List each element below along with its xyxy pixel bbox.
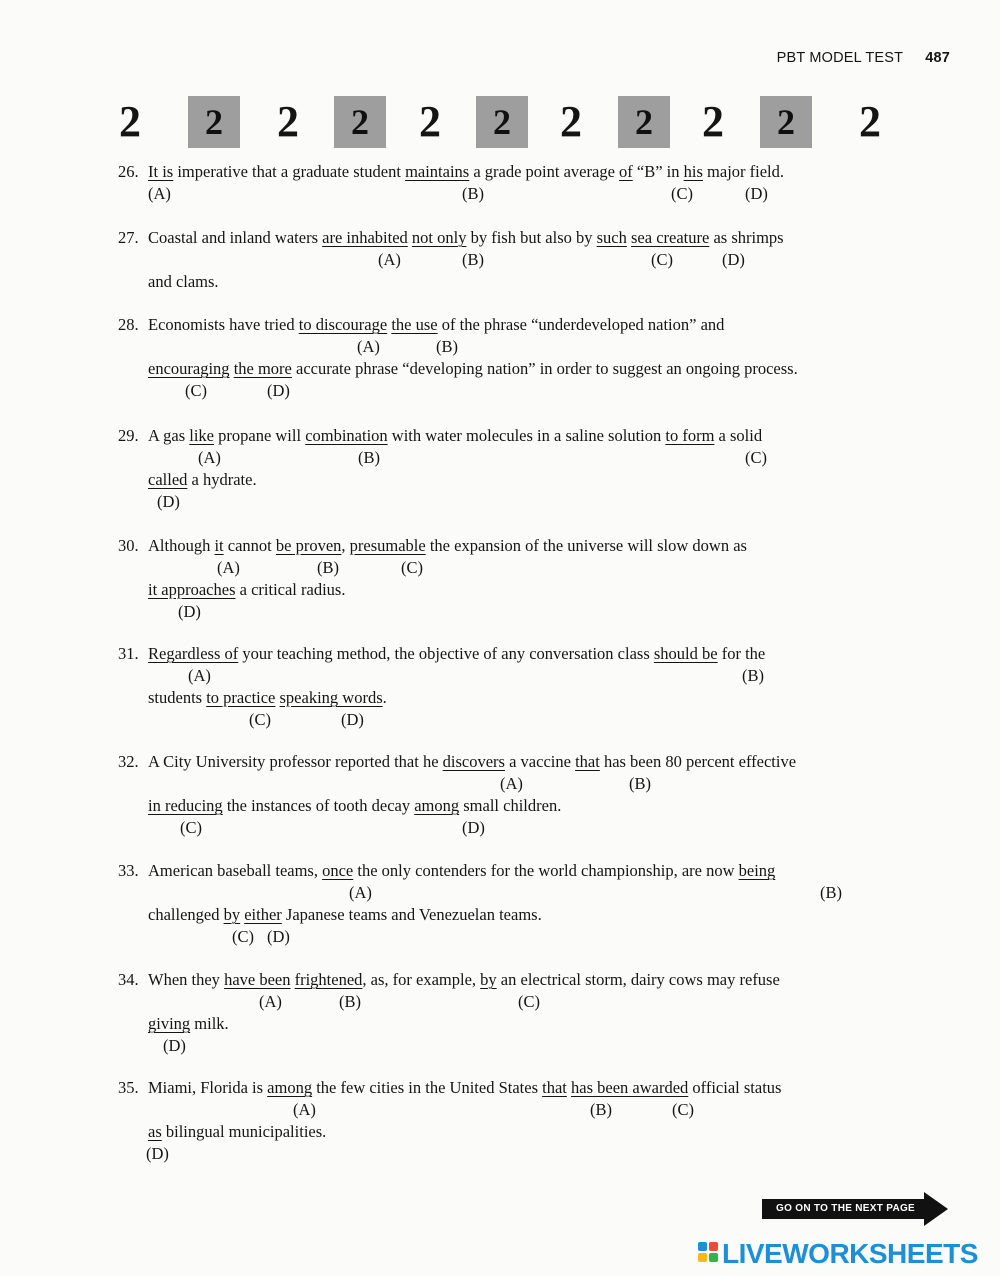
text-segment: Although	[148, 536, 215, 555]
text-segment: by fish but also by	[466, 228, 597, 247]
answer-choice-label: (A)	[349, 883, 372, 902]
underlined-option: by	[480, 970, 497, 989]
underlined-option: by	[223, 905, 241, 924]
answer-choice-label: (A)	[148, 184, 171, 203]
answer-choice-label: (A)	[357, 337, 380, 356]
text-segment: small children.	[459, 796, 562, 815]
answer-choice-label: (D)	[163, 1036, 186, 1055]
text-segment: major field.	[702, 162, 785, 181]
question-text	[148, 1122, 326, 1142]
answer-choice-label: (C)	[401, 558, 423, 577]
question-text	[148, 228, 784, 248]
question-text	[148, 162, 784, 182]
underlined-option: called	[148, 470, 188, 489]
question-text	[148, 688, 387, 708]
underlined-option: of	[619, 162, 633, 181]
text-segment: a critical radius.	[235, 580, 346, 599]
section-banner	[112, 96, 888, 148]
text-segment: Miami, Florida is	[148, 1078, 268, 1097]
answer-choice-label: (D)	[745, 184, 768, 203]
section-number: 2	[119, 97, 141, 146]
section-number: 2	[476, 96, 528, 148]
underlined-option: discovers	[442, 752, 505, 771]
answer-choice-label: (D)	[462, 818, 485, 837]
text-segment: official status	[688, 1078, 782, 1097]
answer-choice-label: (D)	[267, 381, 290, 400]
arrow-right-icon	[924, 1192, 948, 1226]
answer-choice-label: (B)	[742, 666, 764, 685]
underlined-option: not only	[411, 228, 467, 247]
underlined-option: to practice	[206, 688, 276, 707]
text-segment: American baseball teams,	[148, 861, 323, 880]
section-number: 2	[560, 97, 582, 146]
answer-choice-label: (B)	[629, 774, 651, 793]
text-segment: the instances of tooth decay	[222, 796, 415, 815]
question-text	[148, 272, 219, 292]
text-segment: Coastal and inland waters	[148, 228, 323, 247]
text-segment: accurate phrase “developing nation” in order to suggest an ongoing process.	[291, 359, 798, 378]
question-text	[148, 970, 780, 990]
text-segment: “B” in	[632, 162, 684, 181]
underlined-option: has been awarded	[571, 1078, 689, 1097]
text-segment: A gas	[148, 426, 190, 445]
underlined-option: are inhabited	[322, 228, 408, 247]
underlined-option: the more	[233, 359, 292, 378]
question-number: 30.	[118, 536, 139, 555]
text-segment: as shrimps	[709, 228, 784, 247]
text-segment: a vaccine	[504, 752, 576, 771]
answer-choice-label: (B)	[462, 250, 484, 269]
answer-choice-label: (D)	[341, 710, 364, 729]
underlined-option: to discourage	[298, 315, 388, 334]
section-number: 2	[334, 96, 386, 148]
text-segment: A City University professor reported that he	[148, 752, 443, 771]
question-text	[148, 796, 561, 816]
grid-icon	[698, 1242, 720, 1264]
underlined-option: it	[214, 536, 224, 555]
answer-choice-label: (B)	[462, 184, 484, 203]
text-segment: the expansion of the universe will slow down as	[425, 536, 747, 555]
page-header	[777, 50, 950, 66]
text-segment: students	[148, 688, 207, 707]
text-segment: has been 80 percent effective	[599, 752, 797, 771]
answer-choice-label: (B)	[820, 883, 842, 902]
text-segment: ,	[341, 536, 350, 555]
underlined-option: as	[148, 1122, 162, 1141]
underlined-option: once	[322, 861, 354, 880]
text-segment: challenged	[148, 905, 224, 924]
section-number: 2	[702, 97, 724, 146]
underlined-option: giving	[148, 1014, 191, 1033]
question-text	[148, 359, 798, 379]
text-segment: a grade point average	[469, 162, 620, 181]
underlined-option: speaking words	[279, 688, 383, 707]
question-number: 27.	[118, 228, 139, 247]
question-number: 29.	[118, 426, 139, 445]
underlined-option: sea creature	[631, 228, 710, 247]
underlined-option: the use	[391, 315, 438, 334]
answer-choice-label: (B)	[317, 558, 339, 577]
answer-choice-label: (B)	[590, 1100, 612, 1119]
question-number: 28.	[118, 315, 139, 334]
question-number: 34.	[118, 970, 139, 989]
question-text	[148, 580, 345, 600]
text-segment: Economists have tried	[148, 315, 299, 334]
answer-choice-label: (A)	[259, 992, 282, 1011]
underlined-option: to form	[665, 426, 715, 445]
question-number: 33.	[118, 861, 139, 880]
underlined-option: frightened	[294, 970, 363, 989]
answer-choice-label: (A)	[378, 250, 401, 269]
question-number: 32.	[118, 752, 139, 771]
question-text	[148, 315, 724, 335]
underlined-option: his	[683, 162, 703, 181]
question-text	[148, 470, 257, 490]
answer-choice-label: (D)	[178, 602, 201, 621]
answer-choice-label: (C)	[232, 927, 254, 946]
page-number: 487	[925, 50, 950, 66]
underlined-option: encouraging	[148, 359, 230, 378]
underlined-option: such	[596, 228, 627, 247]
text-segment: , as, for example,	[362, 970, 481, 989]
underlined-option: presumable	[349, 536, 426, 555]
answer-choice-label: (D)	[146, 1144, 169, 1163]
answer-choice-label: (C)	[745, 448, 767, 467]
underlined-option: It is	[148, 162, 174, 181]
text-segment: and clams.	[148, 272, 219, 291]
underlined-option: that	[575, 752, 600, 771]
answer-choice-label: (D)	[722, 250, 745, 269]
underlined-option: be proven	[275, 536, 342, 555]
text-segment: imperative that a graduate student	[173, 162, 406, 181]
text-segment: propane will	[214, 426, 306, 445]
answer-choice-label: (D)	[157, 492, 180, 511]
text-segment: cannot	[223, 536, 276, 555]
answer-choice-label: (A)	[293, 1100, 316, 1119]
answer-choice-label: (C)	[185, 381, 207, 400]
underlined-option: Regardless of	[148, 644, 239, 663]
next-page-button[interactable]	[762, 1192, 948, 1226]
section-number: 2	[188, 96, 240, 148]
question-text	[148, 861, 775, 881]
underlined-option: it approaches	[148, 580, 236, 599]
answer-choice-label: (B)	[358, 448, 380, 467]
underlined-option: being	[738, 861, 776, 880]
text-segment: Japanese teams and Venezuelan teams.	[281, 905, 542, 924]
answer-choice-label: (C)	[249, 710, 271, 729]
question-text	[148, 1014, 229, 1034]
text-segment: bilingual municipalities.	[161, 1122, 327, 1141]
answer-choice-label: (C)	[651, 250, 673, 269]
underlined-option: that	[542, 1078, 567, 1097]
question-text	[148, 1078, 781, 1098]
text-segment: of the phrase “underdeveloped nation” and	[437, 315, 725, 334]
text-segment: When they	[148, 970, 225, 989]
text-segment: milk.	[190, 1014, 229, 1033]
answer-choice-label: (C)	[180, 818, 202, 837]
answer-choice-label: (A)	[217, 558, 240, 577]
underlined-option: combination	[305, 426, 388, 445]
question-number: 31.	[118, 644, 139, 663]
text-segment: for the	[717, 644, 766, 663]
text-segment: the only contenders for the world championship, are now	[353, 861, 739, 880]
text-segment: your teaching method, the objective of any conversation class	[238, 644, 654, 663]
text-segment: .	[382, 688, 387, 707]
brand-name: LIVEWORKSHEETS	[722, 1238, 978, 1269]
text-segment: a hydrate.	[187, 470, 257, 489]
section-number: 2	[618, 96, 670, 148]
underlined-option: among	[414, 796, 460, 815]
section-number: 2	[277, 97, 299, 146]
answer-choice-label: (D)	[267, 927, 290, 946]
text-segment: the few cities in the United States	[312, 1078, 543, 1097]
question-text	[148, 905, 542, 925]
underlined-option: like	[189, 426, 214, 445]
underlined-option: among	[267, 1078, 313, 1097]
answer-choice-label: (A)	[500, 774, 523, 793]
section-number: 2	[760, 96, 812, 148]
underlined-option: should be	[653, 644, 718, 663]
section-number: 2	[419, 97, 441, 146]
underlined-option: in reducing	[148, 796, 223, 815]
question-text	[148, 426, 762, 446]
text-segment: a solid	[714, 426, 763, 445]
underlined-option: have been	[224, 970, 291, 989]
next-page-label: GO ON TO THE NEXT PAGE	[762, 1199, 928, 1219]
answer-choice-label: (A)	[188, 666, 211, 685]
section-number: 2	[859, 97, 881, 146]
question-text	[148, 536, 747, 556]
answer-choice-label: (C)	[518, 992, 540, 1011]
answer-choice-label: (A)	[198, 448, 221, 467]
page-header-title: PBT MODEL TEST	[776, 50, 904, 66]
question-number: 26.	[118, 162, 139, 181]
question-text	[148, 644, 765, 664]
question-text	[148, 752, 796, 772]
answer-choice-label: (C)	[672, 1100, 694, 1119]
underlined-option: either	[244, 905, 282, 924]
question-number: 35.	[118, 1078, 139, 1097]
answer-choice-label: (B)	[339, 992, 361, 1011]
answer-choice-label: (B)	[436, 337, 458, 356]
underlined-option: maintains	[405, 162, 470, 181]
text-segment: with water molecules in a saline solution	[387, 426, 666, 445]
answer-choice-label: (C)	[671, 184, 693, 203]
text-segment: an electrical storm, dairy cows may refuse	[496, 970, 780, 989]
